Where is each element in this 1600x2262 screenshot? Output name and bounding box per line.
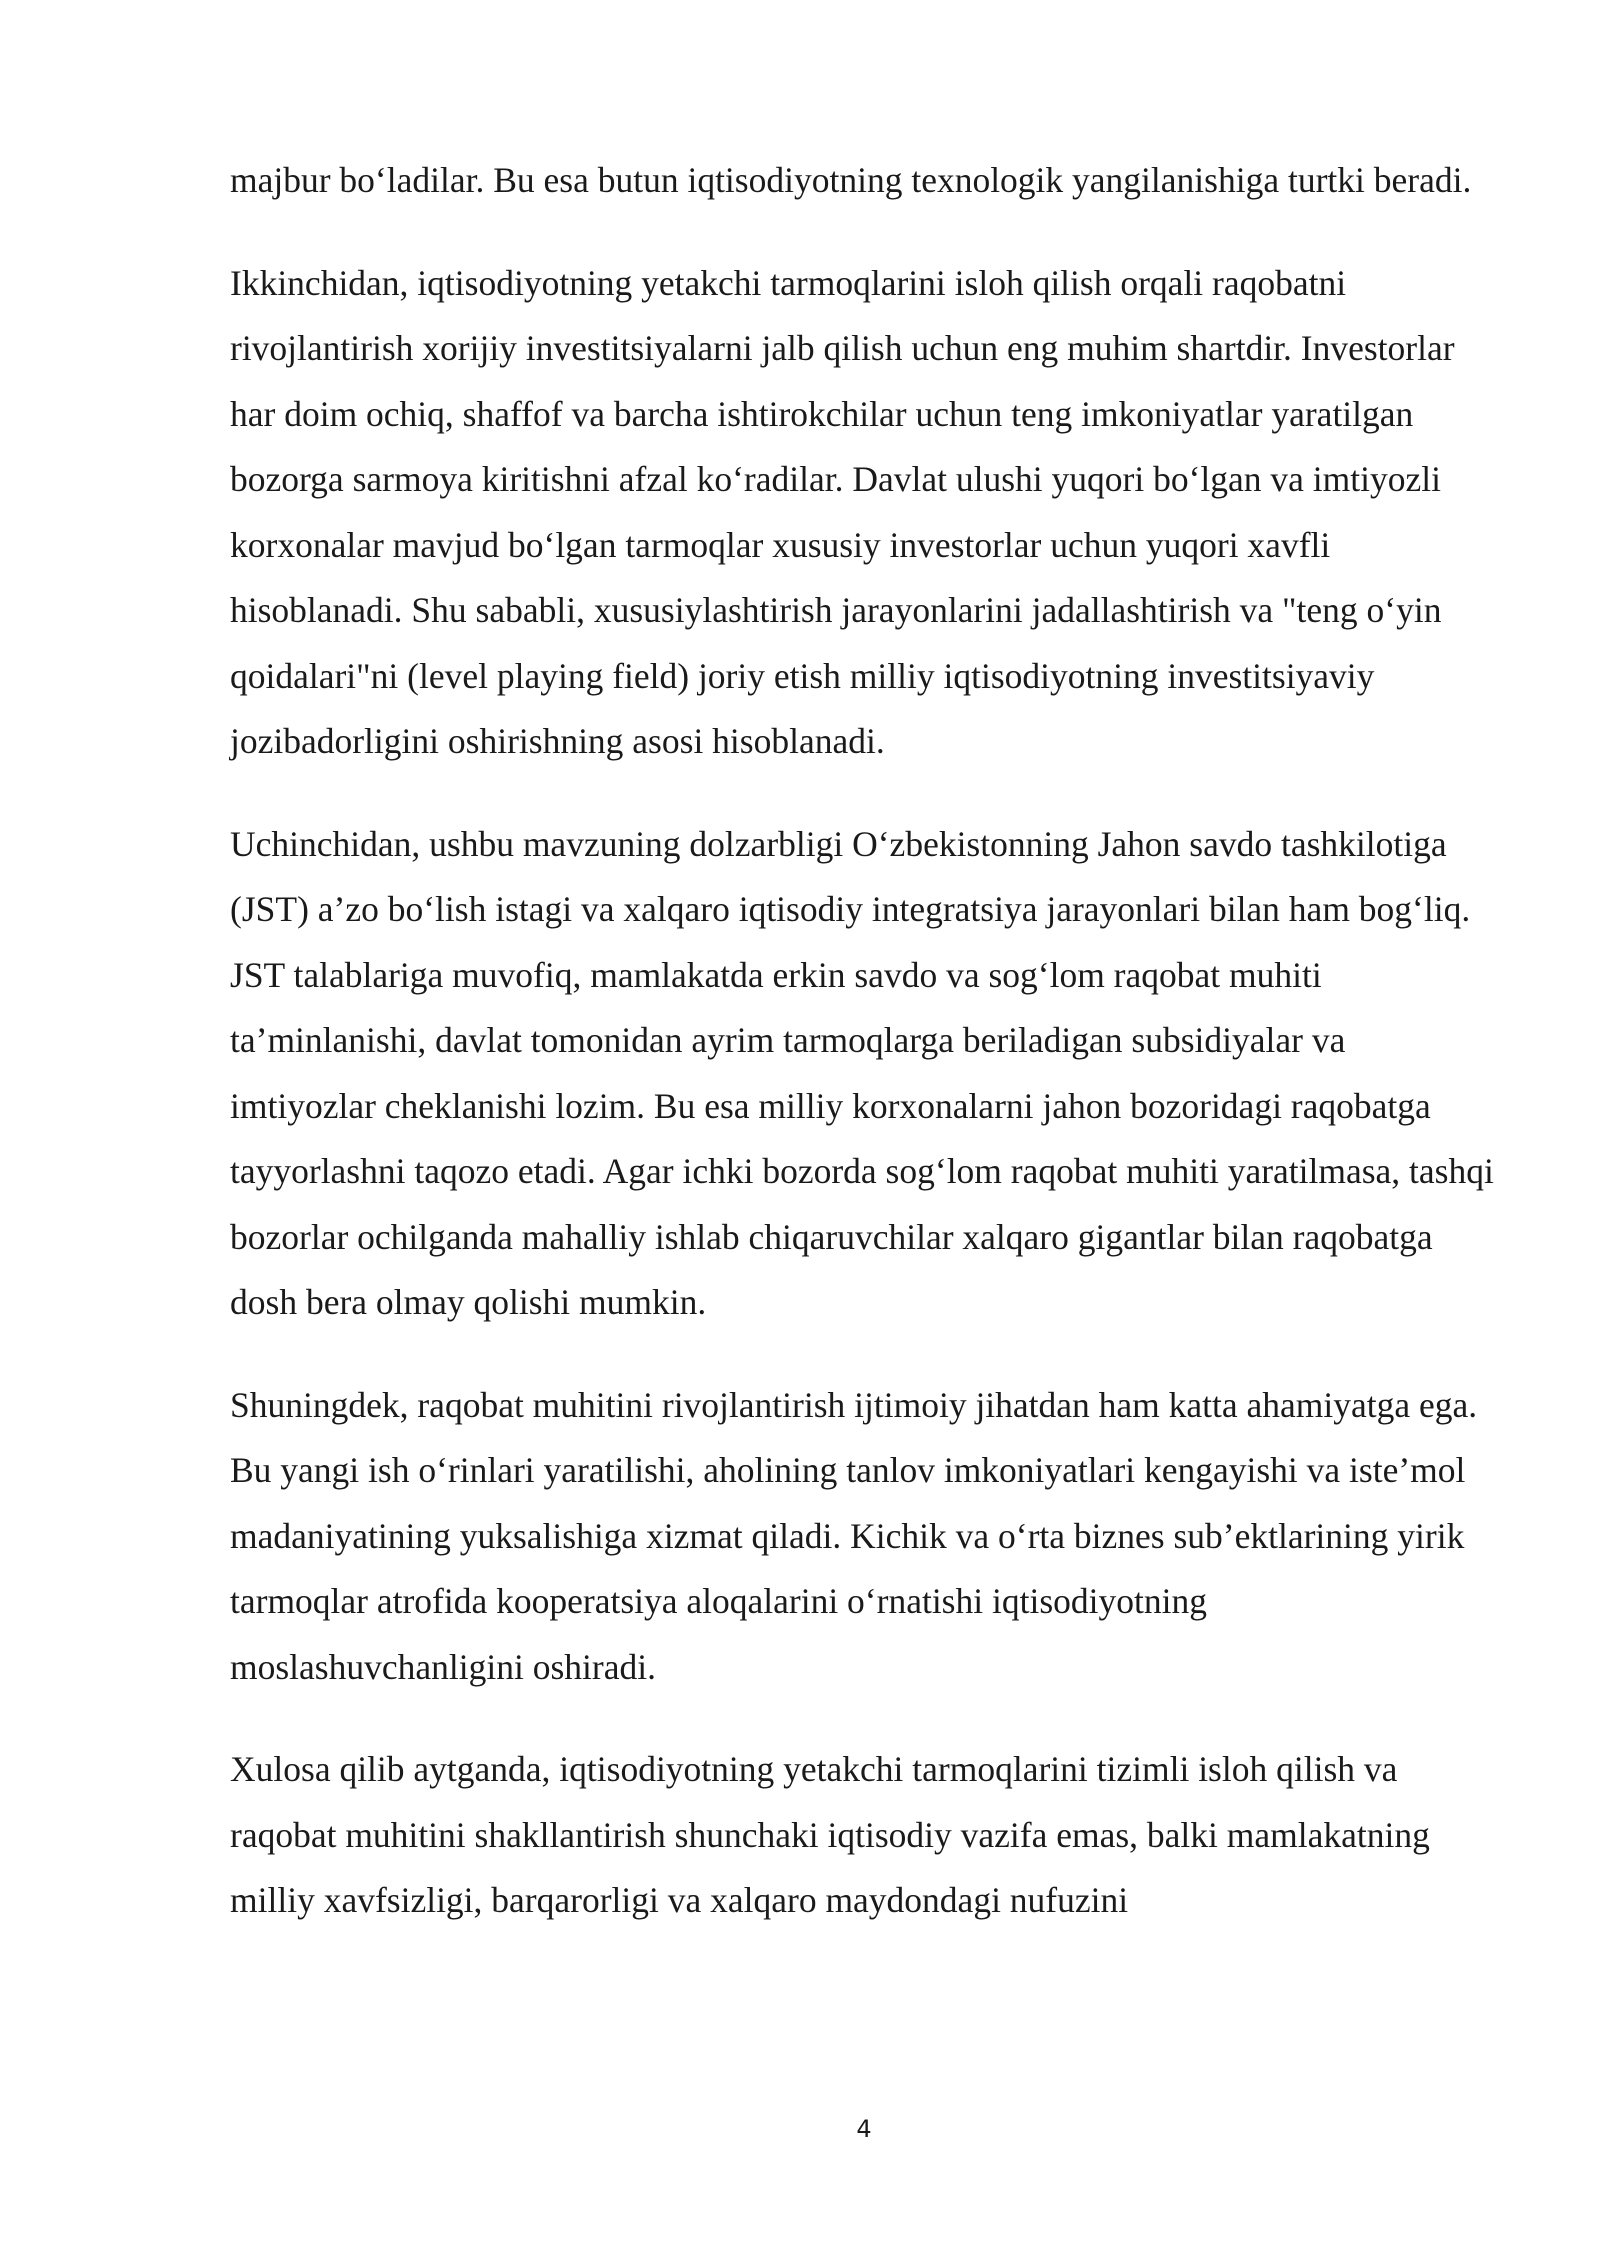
page-number: 4 — [856, 2115, 872, 2143]
paragraph-wto: Uchinchidan, ushbu mavzuning dolzarbligi Oʻzbekistonning Jahon savdo tashkilotiga (JST) a’zo boʻlish istagi va xalqaro iqtisodiy integratsiya jarayonlari bilan ham bogʻliq. JST talablariga muvofiq, mamlakatda erkin savdo va sogʻlom raqobat muhiti ta’minlanishi, davlat tomonidan ayrim tarmoqlarga beriladigan subsidiyalar va imtiyozlar cheklanishi lozim. Bu esa milliy korxonalarni jahon bozoridagi raqobatga tayyorlashni taqozo etadi. Agar ichki bozorda sogʻlom raqobat muhiti yaratilmasa, tashqi bozorlar ochilganda mahalliy ishlab chiqaruvchilar xalqaro gigantlar bilan raqobatga dosh bera olmay qolishi mumkin. — [230, 823, 1494, 1322]
paragraph-conclusion: Xulosa qilib aytganda, iqtisodiyotning yetakchi tarmoqlarini tizimli isloh qilish va raqobat muhitini shakllantirish shunchaki iqtisodiy vazifa emas, balki mamlakatning milliy xavfsizligi, barqarorligi va xalqaro maydondagi nufuzini — [230, 1749, 1430, 1920]
body-text — [230, 148, 1498, 1971]
paragraph-investment: Ikkinchidan, iqtisodiyotning yetakchi tarmoqlarini isloh qilish orqali raqobatni rivojlantirish xorijiy investitsiyalarni jalb qilish uchun eng muhim shartdir. Investorlar har doim ochiq, shaffof va barcha ishtirokchilar uchun teng imkoniyatlar yaratilgan bozorga sarmoya kiritishni afzal koʻradilar. Davlat ulushi yuqori boʻlgan va imtiyozli korxonalar mavjud boʻlgan tarmoqlar xususiy investorlar uchun yuqori xavfli hisoblanadi. Shu sababli, xususiylashtirish jarayonlarini jadallashtirish va "teng oʻyin qoidalari"ni (level playing field) joriy etish milliy iqtisodiyotning investitsiyaviy jozibadorligini oshirishning asosi hisoblanadi. — [230, 262, 1455, 761]
paragraph-social: Shuningdek, raqobat muhitini rivojlantirish ijtimoiy jihatdan ham katta ahamiyatga ega. Bu yangi ish oʻrinlari yaratilishi, aholining tanlov imkoniyatlari kengayishi va iste’mol madaniyatining yuksalishiga xizmat qiladi. Kichik va oʻrta biznes sub’ektlarining yirik tarmoqlar atrofida kooperatsiya aloqalarini oʻrnatishi iqtisodiyotning moslashuvchanligini oshiradi. — [230, 1384, 1478, 1687]
paragraph-continuation: majbur boʻladilar. Bu esa butun iqtisodiyotning texnologik yangilanishiga turtki beradi. — [230, 160, 1472, 200]
